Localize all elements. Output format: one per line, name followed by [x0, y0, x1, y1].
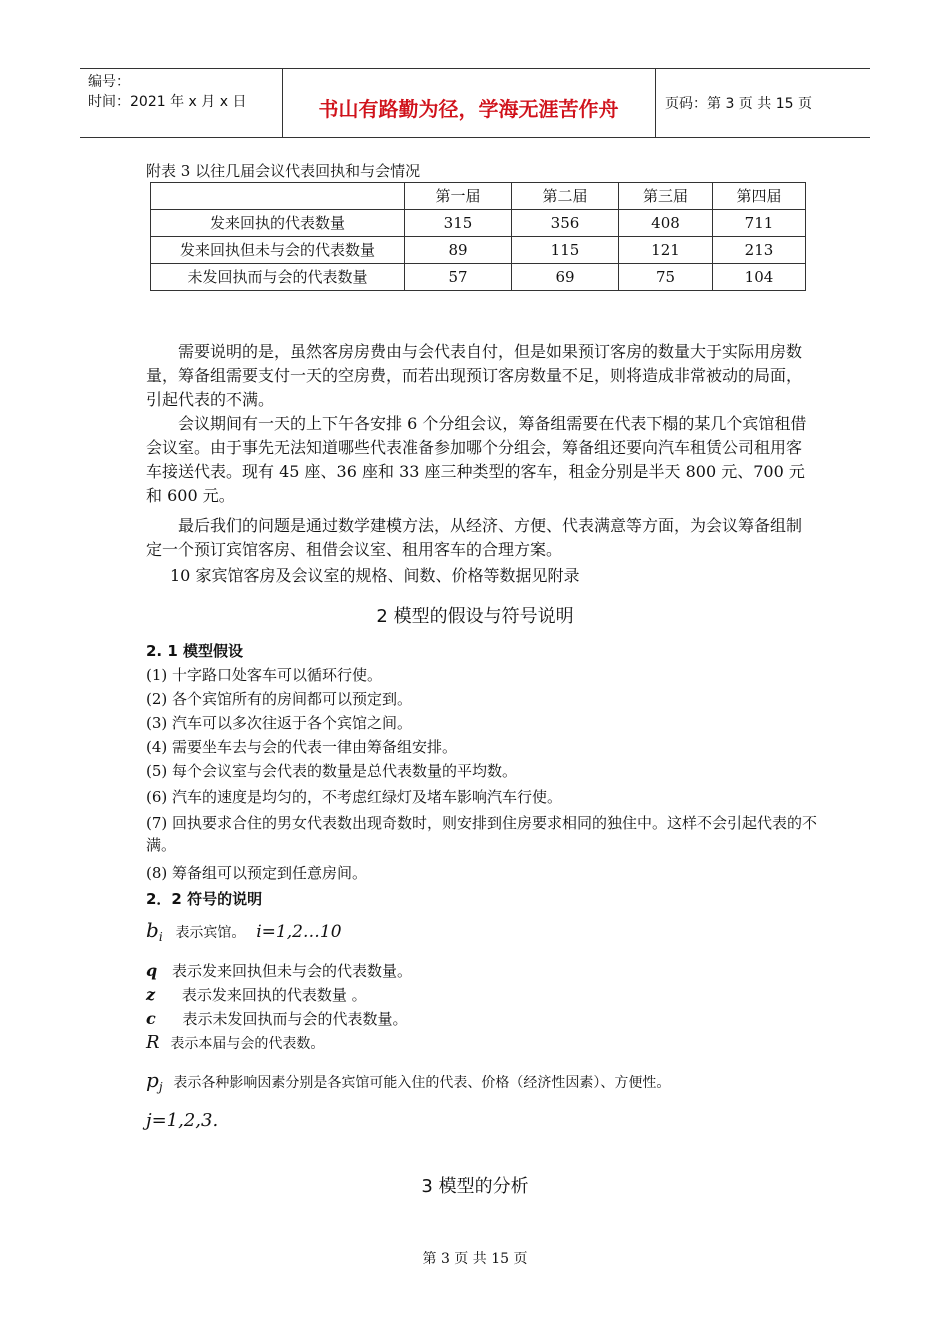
table-header-row [151, 183, 806, 210]
symbol-b [146, 918, 342, 944]
header-page-label: 页码：第 3 页 共 15 页 [665, 96, 812, 112]
row-label: 发来回执但未与会的代表数量 [151, 237, 405, 264]
table-cell: 711 [713, 210, 806, 237]
table-cell: 75 [619, 264, 713, 291]
table-row [151, 264, 806, 291]
symbol-p [146, 1068, 670, 1094]
paragraph: 最后我们的问题是通过数学建模方法，从经济、方便、代表满意等方面，为会议筹备组制定一个预订宾馆客房、租借会议室、租用客车的合理方案。 [146, 516, 803, 559]
number-label: 编号： [88, 74, 130, 90]
symbol-b-letter: b [146, 918, 159, 942]
table-cell: 121 [619, 237, 713, 264]
paragraph: 10 家宾馆客房及会议室的规格、间数、价格等数据见附录 [170, 566, 580, 585]
header-divider [655, 69, 656, 137]
table-cell: 408 [619, 210, 713, 237]
symbol-c-letter: c [146, 1009, 156, 1028]
table-cell: 104 [713, 264, 806, 291]
table-header-cell: 第二届 [512, 183, 619, 210]
table-header-cell: 第四届 [713, 183, 806, 210]
symbol-r-desc: 表示本届与会的代表数。 [170, 1036, 325, 1052]
symbol-q-desc: 表示发来回执但未与会的代表数量。 [171, 962, 412, 980]
symbol-c-desc: 表示未发回执而与会的代表数量。 [182, 1010, 408, 1028]
symbol-b-desc: 表示宾馆。 [175, 925, 246, 941]
table-cell: 356 [512, 210, 619, 237]
row-label: 未发回执而与会的代表数量 [151, 264, 405, 291]
assumption-item: (7) 回执要求合住的男女代表数出现奇数时，则安排到住房要求相同的独住中。这样不会引起代表的不满。 [146, 814, 818, 854]
row-label: 发来回执的代表数量 [151, 210, 405, 237]
table-cell: 89 [405, 237, 512, 264]
subsection-2-1-title: 2. 1 模型假设 [146, 642, 244, 660]
page-footer: 第 3 页 共 15 页 [422, 1251, 528, 1267]
paragraph: 需要说明的是，虽然客房房费由与会代表自付，但是如果预订客房的数量大于实际用房数量，筹备组需要支付一天的空房费，而若出现预订客房数量不足，则将造成非常被动的局面，引起代表的不满。 [146, 342, 803, 409]
assumption-item: (2) 各个宾馆所有的房间都可以预定到。 [146, 690, 413, 708]
attendance-table [150, 182, 806, 291]
symbol-r [146, 1032, 324, 1053]
symbol-b-subscript: i [158, 930, 163, 944]
symbol-r-letter: R [146, 1032, 160, 1053]
assumption-item: (1) 十字路口处客车可以循环行使。 [146, 666, 383, 684]
table-header-cell: 第三届 [619, 183, 713, 210]
subsection-2-2-title: 2．2 符号的说明 [146, 890, 263, 908]
page-header [80, 68, 870, 138]
symbol-j-range-text: j=1,2,3. [146, 1110, 219, 1131]
symbol-q-letter: q [146, 961, 158, 980]
symbol-p-desc: 表示各种影响因素分别是各宾馆可能入住的代表、价格（经济性因素）、方便性。 [173, 1075, 671, 1091]
table-cell: 213 [713, 237, 806, 264]
symbol-z-desc: 表示发来回执的代表数量 。 [181, 986, 367, 1004]
table-cell: 115 [512, 237, 619, 264]
symbol-b-range: i=1,2…10 [256, 922, 342, 942]
table-cell: 57 [405, 264, 512, 291]
assumption-item: (8) 筹备组可以预定到任意房间。 [146, 864, 368, 882]
symbol-p-letter: p [146, 1068, 159, 1092]
table-cell: 315 [405, 210, 512, 237]
symbol-z-letter: z [146, 985, 156, 1004]
assumption-item: (4) 需要坐车去与会的代表一律由筹备组安排。 [146, 738, 458, 756]
assumption-item: (5) 每个会议室与会代表的数量是总代表数量的平均数。 [146, 762, 518, 780]
assumption-item: (3) 汽车可以多次往返于各个宾馆之间。 [146, 714, 413, 732]
table-caption: 附表 3 以往几届会议代表回执和与会情况 [146, 162, 421, 180]
symbol-q [146, 960, 412, 981]
table-row [151, 210, 806, 237]
symbol-c [146, 1008, 408, 1029]
section-3-title: 3 模型的分析 [421, 1176, 529, 1197]
table-cell: 69 [512, 264, 619, 291]
table-header-cell [151, 183, 405, 210]
time-label: 时间：2021 年 x 月 x 日 [88, 94, 247, 110]
symbol-p-subscript: j [158, 1080, 163, 1094]
symbol-j-range [146, 1110, 218, 1131]
paragraph: 会议期间有一天的上下午各安排 6 个分组会议，筹备组需要在代表下榻的某几个宾馆租借会议室。由于事先无法知道哪些代表准备参加哪个分组会，筹备组还要向汽车租赁公司租用客车接送代表。现有 45 座、36 座和 33 座三种类型的客车，租金分别是半天 800 元、700 元和 600 元。 [146, 414, 807, 505]
symbol-z [146, 984, 367, 1005]
table-row [151, 237, 806, 264]
assumption-item: (6) 汽车的速度是均匀的，不考虑红绿灯及堵车影响汽车行使。 [146, 788, 563, 806]
header-meta [88, 72, 246, 112]
table-header-cell: 第一届 [405, 183, 512, 210]
header-motto: 书山有路勤为径，学海无涯苦作舟 [318, 97, 619, 121]
section-2-title: 2 模型的假设与符号说明 [376, 606, 574, 627]
